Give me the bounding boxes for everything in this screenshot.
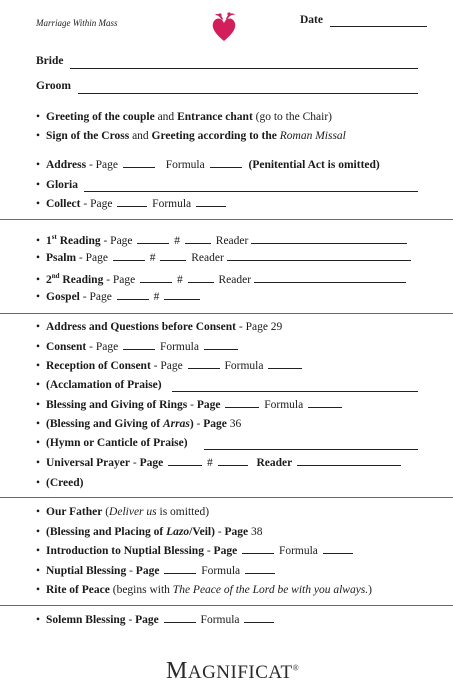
- item-nuptial-blessing: • Nuptial Blessing - Page Formula: [36, 565, 277, 577]
- bride-label: Bride: [36, 55, 64, 67]
- consent-formula-field[interactable]: [204, 349, 238, 350]
- reception-formula-field[interactable]: [268, 368, 302, 369]
- address-formula-field[interactable]: [210, 167, 242, 168]
- magnificat-logo: MAGNIFICAT®: [166, 658, 300, 684]
- item-rite-of-peace: • Rite of Peace (begins with The Peace of the Lord be with you always.): [36, 584, 373, 596]
- reading2-page-field[interactable]: [140, 282, 172, 283]
- item-arras: • (Blessing and Giving of Arras) - Page 36: [36, 418, 242, 430]
- solemn-formula-field[interactable]: [244, 622, 274, 623]
- item-address-questions: • Address and Questions before Consent - Page 29: [36, 321, 283, 333]
- gospel-page-field[interactable]: [117, 299, 149, 300]
- section-divider: [0, 313, 453, 314]
- gloria-field[interactable]: [84, 191, 418, 192]
- item-rings: • Blessing and Giving of Rings - Page Formula: [36, 399, 344, 411]
- item-greeting: • Greeting of the couple and Entrance chant (go to the Chair): [36, 111, 332, 123]
- item-reception-consent: • Reception of Consent - Page Formula: [36, 360, 304, 372]
- intro-formula-field[interactable]: [323, 553, 353, 554]
- reading1-number-field[interactable]: [185, 243, 211, 244]
- gospel-number-field[interactable]: [164, 299, 200, 300]
- form-title: Marriage Within Mass: [36, 18, 118, 28]
- reading1-page-field[interactable]: [137, 243, 169, 244]
- address-page-field[interactable]: [123, 167, 155, 168]
- intro-page-field[interactable]: [242, 553, 274, 554]
- item-creed: • (Creed): [36, 477, 84, 489]
- item-intro-nuptial: • Introduction to Nuptial Blessing - Page Formula: [36, 545, 355, 557]
- item-acclamation: • (Acclamation of Praise): [36, 379, 162, 391]
- bride-field[interactable]: [70, 68, 418, 69]
- heart-logo-icon: [209, 10, 239, 44]
- date-label: Date: [300, 14, 323, 26]
- item-hymn: • (Hymn or Canticle of Praise): [36, 437, 188, 449]
- item-lazo: • (Blessing and Placing of Lazo/Veil) - Page 38: [36, 526, 263, 538]
- item-consent: • Consent - Page Formula: [36, 341, 240, 353]
- section-divider: [0, 219, 453, 220]
- item-solemn-blessing: • Solemn Blessing - Page Formula: [36, 614, 276, 626]
- nuptial-formula-field[interactable]: [245, 573, 275, 574]
- collect-formula-field[interactable]: [196, 206, 226, 207]
- groom-label: Groom: [36, 80, 71, 92]
- nuptial-page-field[interactable]: [164, 573, 196, 574]
- consent-page-field[interactable]: [123, 349, 155, 350]
- collect-page-field[interactable]: [117, 206, 147, 207]
- reading2-number-field[interactable]: [188, 282, 214, 283]
- reading2-reader-field[interactable]: [254, 282, 406, 283]
- prayer-page-field[interactable]: [168, 465, 202, 466]
- reception-page-field[interactable]: [188, 368, 220, 369]
- section-divider: [0, 605, 453, 606]
- groom-field[interactable]: [78, 93, 418, 94]
- item-universal-prayer: • Universal Prayer - Page # Reader: [36, 457, 403, 469]
- psalm-number-field[interactable]: [160, 260, 186, 261]
- section-divider: [0, 497, 453, 498]
- rings-page-field[interactable]: [225, 407, 259, 408]
- solemn-page-field[interactable]: [164, 622, 196, 623]
- acclamation-field[interactable]: [172, 391, 418, 392]
- item-second-reading: • 2nd Reading - Page # Reader: [36, 272, 408, 286]
- rings-formula-field[interactable]: [308, 407, 342, 408]
- prayer-number-field[interactable]: [218, 465, 248, 466]
- prayer-reader-field[interactable]: [297, 465, 401, 466]
- hymn-field[interactable]: [204, 449, 418, 450]
- item-our-father: • Our Father (Deliver us is omitted): [36, 506, 210, 518]
- item-gloria: • Gloria: [36, 179, 78, 191]
- date-field[interactable]: [330, 26, 427, 27]
- item-gospel: • Gospel - Page #: [36, 291, 202, 303]
- item-collect: • Collect - Page Formula: [36, 198, 228, 210]
- psalm-reader-field[interactable]: [227, 260, 411, 261]
- psalm-page-field[interactable]: [113, 260, 145, 261]
- item-sign-of-cross: • Sign of the Cross and Greeting according to the Roman Missal: [36, 130, 346, 142]
- reading1-reader-field[interactable]: [251, 243, 407, 244]
- item-psalm: • Psalm - Page # Reader: [36, 252, 413, 264]
- item-first-reading: • 1st Reading - Page # Reader: [36, 233, 409, 247]
- item-address: • Address - Page Formula (Penitential Act is omitted): [36, 159, 380, 171]
